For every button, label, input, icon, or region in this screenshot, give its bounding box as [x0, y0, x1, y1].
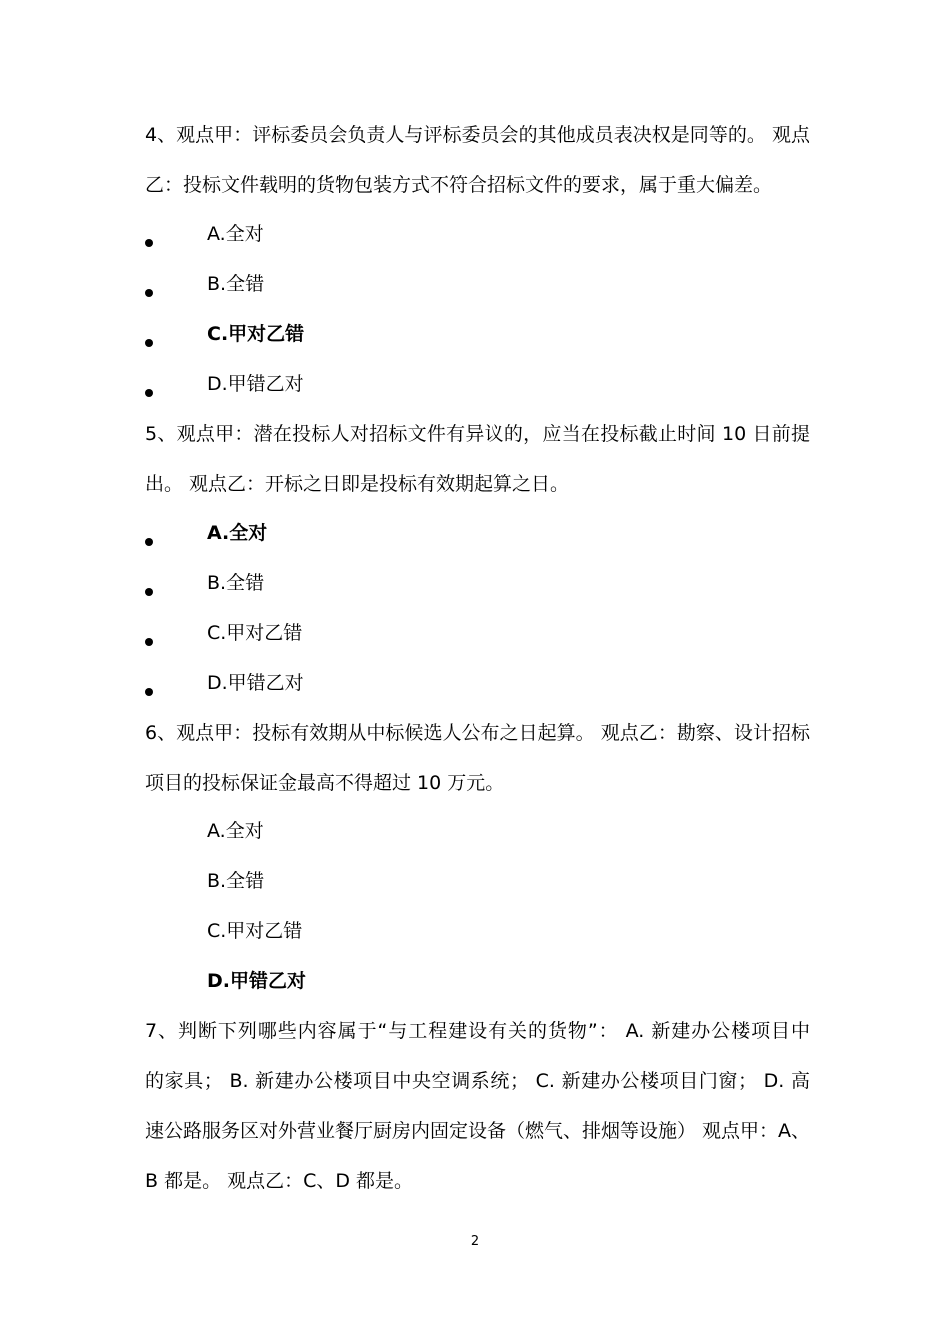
question-6-option-c: C.甲对乙错	[207, 920, 303, 942]
bullet-icon	[145, 588, 153, 596]
question-5-line-2: 出。 观点乙：开标之日即是投标有效期起算之日。	[145, 473, 570, 495]
question-7-line-3: 速公路服务区对外营业餐厅厨房内固定设备（燃气、排烟等设施） 观点甲：A、	[145, 1120, 811, 1142]
question-6-line-2: 项目的投标保证金最高不得超过 10 万元。	[145, 772, 505, 794]
bullet-icon	[145, 239, 153, 247]
bullet-icon	[145, 339, 153, 347]
bullet-icon	[145, 688, 153, 696]
question-5-option-d: D.甲错乙对	[207, 672, 304, 694]
bullet-icon	[145, 638, 153, 646]
question-5-option-b: B.全错	[207, 572, 265, 594]
question-4-line-2: 乙：投标文件载明的货物包装方式不符合招标文件的要求，属于重大偏差。	[145, 174, 773, 196]
question-6-line-1: 6、观点甲：投标有效期从中标候选人公布之日起算。 观点乙：勘察、设计招标	[145, 722, 810, 744]
question-4-option-c: C.甲对乙错	[207, 323, 305, 345]
question-4-option-a: A.全对	[207, 223, 264, 245]
question-4-option-b: B.全错	[207, 273, 265, 295]
question-5-option-c: C.甲对乙错	[207, 622, 303, 644]
question-6-option-d: D.甲错乙对	[207, 970, 306, 992]
question-7-line-4: B 都是。 观点乙：C、D 都是。	[145, 1170, 414, 1192]
question-7-line-2: 的家具； B. 新建办公楼项目中央空调系统； C. 新建办公楼项目门窗； D. 高	[145, 1070, 810, 1092]
bullet-icon	[145, 289, 153, 297]
question-5-option-a: A.全对	[207, 522, 268, 544]
page-number: 2	[470, 1234, 480, 1249]
question-4-option-d: D.甲错乙对	[207, 373, 304, 395]
question-6-option-b: B.全错	[207, 870, 265, 892]
bullet-icon	[145, 538, 153, 546]
question-6-option-a: A.全对	[207, 820, 264, 842]
question-7-line-1: 7、判断下列哪些内容属于“与工程建设有关的货物”： A. 新建办公楼项目中	[145, 1020, 810, 1042]
question-5-line-1: 5、观点甲：潜在投标人对招标文件有异议的，应当在投标截止时间 10 日前提	[145, 423, 810, 445]
question-4-line-1: 4、观点甲：评标委员会负责人与评标委员会的其他成员表决权是同等的。 观点	[145, 124, 810, 146]
bullet-icon	[145, 389, 153, 397]
